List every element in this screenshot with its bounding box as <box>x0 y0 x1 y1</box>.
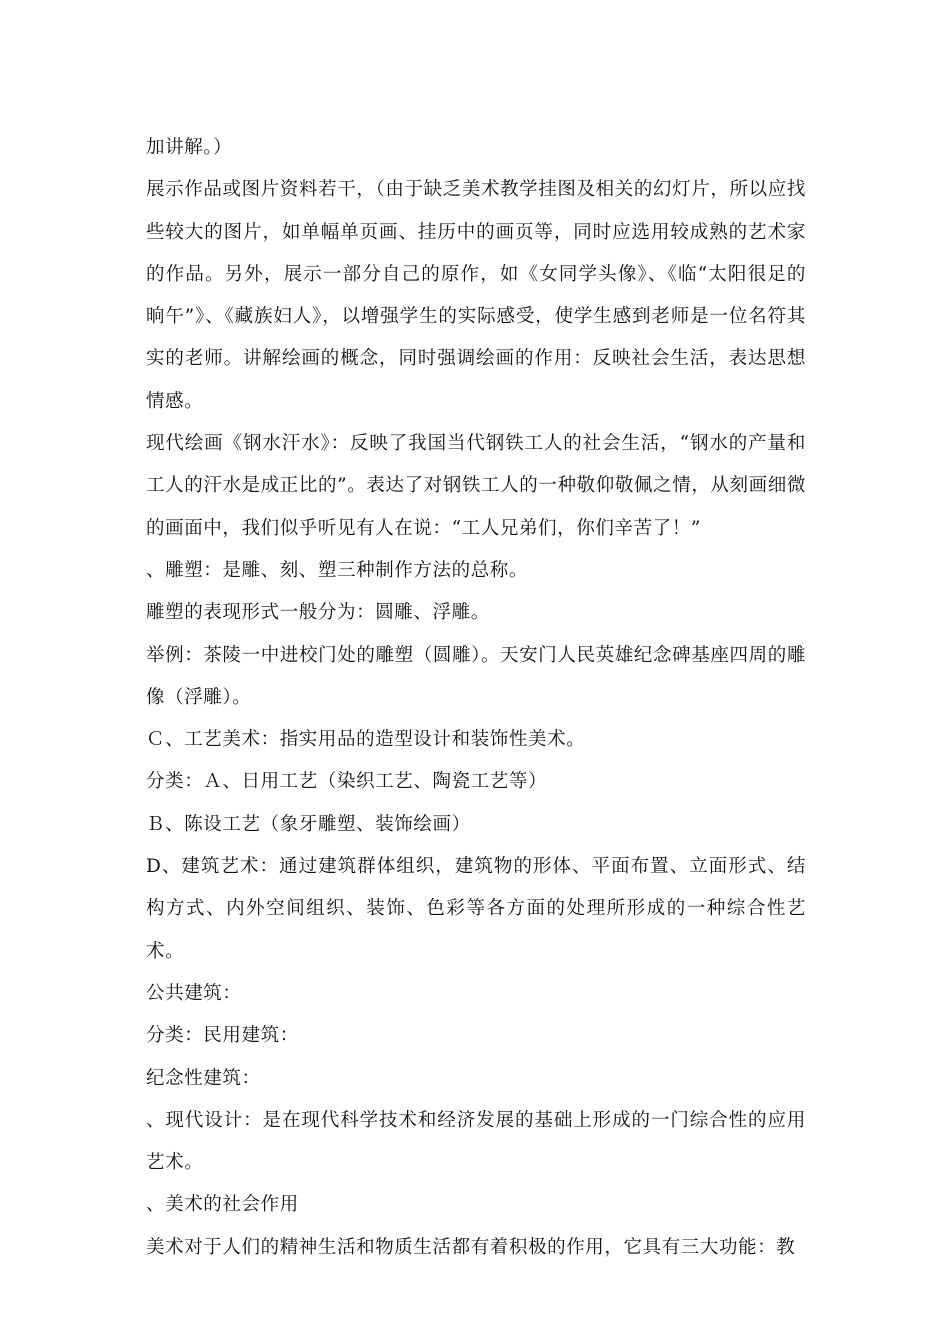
paragraph: 现代绘画《钢水汗水》：反映了我国当代钢铁工人的社会生活，“钢水的产量和工人的汗水是成正比的”。表达了对钢铁工人的一种敬仰敬佩之情，从刻画细微的画面中，我们似乎听见有人在说：“工人兄弟们，你们辛苦了！” <box>146 433 806 539</box>
paragraph: 纪念性建筑： <box>146 1067 261 1089</box>
paragraph: 展示作品或图片资料若干，（由于缺乏美术教学挂图及相关的幻灯片，所以应找些较大的图片，如单幅单页画、挂历中的画页等，同时应选用较成熟的艺术家的作品。另外，展示一部分自己的原作，如《女同学头像》、《临“太阳很足的晌午”》、《藏族妇人》，以增强学生的实际感受，使学生感到老师是一位名符其实的老师。讲解绘画的概念，同时强调绘画的作用：反映社会生活，表达思想情感。 <box>146 179 806 412</box>
paragraph: 雕塑的表现形式一般分为：圆雕、浮雕。 <box>146 602 490 624</box>
paragraph: Ｂ、陈设工艺（象牙雕塑、装饰绘画） <box>146 813 471 835</box>
paragraph: 分类：民用建筑： <box>146 1025 299 1047</box>
paragraph: 举例：茶陵一中进校门处的雕塑（圆雕）。天安门人民英雄纪念碑基座四周的雕像（浮雕）。 <box>146 644 806 708</box>
paragraph: 、美术的社会作用 <box>146 1194 299 1216</box>
document-body <box>146 127 806 1269</box>
paragraph: 公共建筑： <box>146 982 242 1004</box>
paragraph: 、现代设计：是在现代科学技术和经济发展的基础上形成的一门综合性的应用艺术。 <box>146 1109 806 1174</box>
paragraph: 加讲解。） <box>146 137 233 158</box>
paragraph: 、雕塑：是雕、刻、塑三种制作方法的总称。 <box>146 559 529 581</box>
paragraph: D、建筑艺术：通过建筑群体组织，建筑物的形体、平面布置、立面形式、结构方式、内外空间组织、装饰、色彩等各方面的处理所形成的一种综合性艺术。 <box>146 856 806 962</box>
paragraph: 美术对于人们的精神生活和物质生活都有着积极的作用，它具有三大功能：教 <box>146 1236 796 1258</box>
paragraph: 分类：Ａ、日用工艺（染织工艺、陶瓷工艺等） <box>146 771 548 793</box>
paragraph: Ｃ、工艺美术：指实用品的造型设计和装饰性美术。 <box>146 729 586 751</box>
